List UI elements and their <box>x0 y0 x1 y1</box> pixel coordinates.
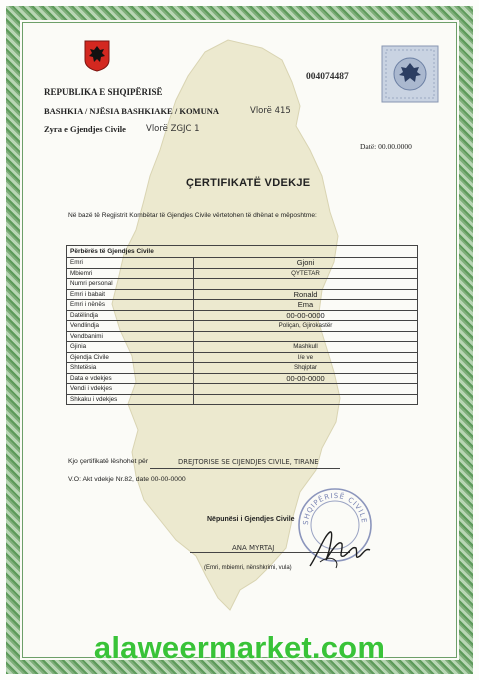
watermark-text: alaweermarket.com <box>93 630 386 665</box>
row-value: Gjoni <box>194 258 418 269</box>
table-row <box>67 321 418 332</box>
row-label: Vendlindja <box>67 321 194 332</box>
row-label: Emri i nënës <box>67 300 194 311</box>
issued-underline <box>150 468 340 469</box>
republic-heading: REPUBLIKA E SHQIPËRISË <box>44 87 163 97</box>
row-value: QYTETAR <box>194 268 418 279</box>
row-label: Data e vdekjes <box>67 373 194 384</box>
row-label: Numri personal <box>67 279 194 290</box>
table-row <box>67 310 418 321</box>
table-row <box>67 268 418 279</box>
table-row <box>67 289 418 300</box>
official-name: ANA MYRTAJ <box>232 544 275 552</box>
albanian-eagle-emblem <box>84 40 110 72</box>
row-label: Shtetësia <box>67 363 194 374</box>
table-row <box>67 300 418 311</box>
official-title: Nëpunësi i Gjendjes Civile <box>207 516 295 523</box>
table-row <box>67 352 418 363</box>
row-value: Ronald <box>194 289 418 300</box>
office-value: Vlorë ZGJC 1 <box>146 124 200 134</box>
stamp-text: SHQIPËRISË CIVILE <box>301 491 369 526</box>
table-row <box>67 331 418 342</box>
row-value: Poliçan, Gjirokastër <box>194 321 418 332</box>
act-line: V.O: Akt vdekje Nr.82, date 00-00-0000 <box>68 476 186 483</box>
row-value: Shqiptar <box>194 363 418 374</box>
table-row <box>67 394 418 405</box>
row-label: Vendbanimi <box>67 331 194 342</box>
official-caption: (Emri, mbiemri, nënshkrimi, vula) <box>204 565 292 571</box>
row-label: Emri i babait <box>67 289 194 300</box>
table-row <box>67 373 418 384</box>
date-label: Datë: 00.00.0000 <box>360 142 412 151</box>
table-row <box>67 384 418 395</box>
table-row <box>67 279 418 290</box>
row-label: Gjinia <box>67 342 194 353</box>
issued-label: Kjo çertifikatë lëshohet për <box>68 458 149 465</box>
row-label: Shkaku i vdekjes <box>67 394 194 405</box>
row-value: Ema <box>194 300 418 311</box>
holographic-seal <box>380 44 440 104</box>
row-value <box>194 384 418 395</box>
certificate-title: ÇERTIFIKATË VDEKJE <box>186 177 311 189</box>
table-row <box>67 258 418 269</box>
table-row <box>67 342 418 353</box>
serial-number: 004074487 <box>306 72 349 82</box>
row-label: Vendi i vdekjes <box>67 384 194 395</box>
row-value <box>194 331 418 342</box>
table-header: Përbërës të Gjendjes Civile <box>67 246 418 258</box>
row-value: Mashkull <box>194 342 418 353</box>
row-label: Mbiemri <box>67 268 194 279</box>
issued-value: DREJTORISE SE CIJENDJES CIVILE, TIRANE <box>178 458 319 466</box>
office-label: Zyra e Gjendjes Civile <box>44 124 126 134</box>
row-value: I/e ve <box>194 352 418 363</box>
row-label: Gjendja Civile <box>67 352 194 363</box>
municipality-value: Vlorë 415 <box>250 106 291 116</box>
municipality-label: BASHKIA / NJËSIA BASHKIAKE / KOMUNA <box>44 106 219 116</box>
row-value: 00-00-0000 <box>194 310 418 321</box>
row-value <box>194 279 418 290</box>
civil-status-table <box>66 245 418 405</box>
intro-text: Në bazë të Regjistrit Kombëtar të Gjendjes Civile vërtetohen të dhënat e mëposhtme: <box>68 212 317 219</box>
table-row <box>67 363 418 374</box>
handwritten-signature <box>300 524 380 572</box>
row-value <box>194 394 418 405</box>
row-label: Datëlindja <box>67 310 194 321</box>
row-label: Emri <box>67 258 194 269</box>
row-value: 00-00-0000 <box>194 373 418 384</box>
